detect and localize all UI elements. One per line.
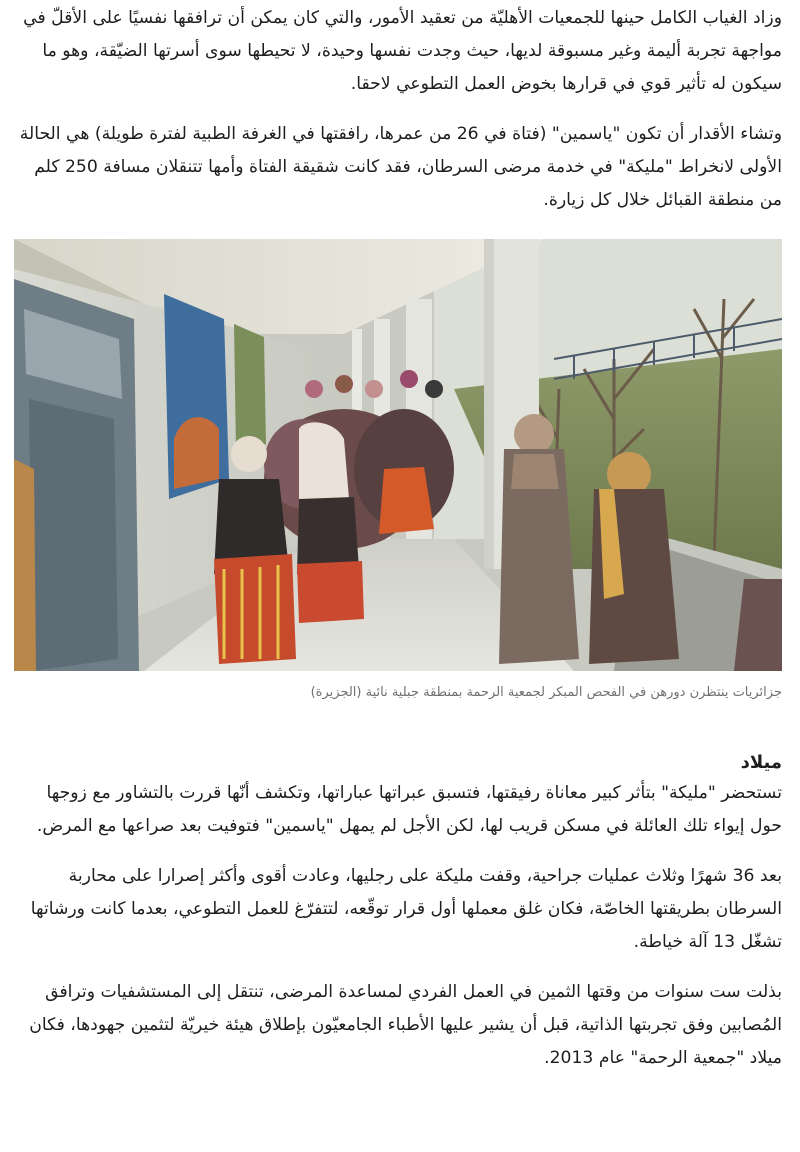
article-photo — [14, 239, 782, 671]
article-paragraph: وزاد الغياب الكامل حينها للجمعيات الأهليّة من تعقيد الأمور، والتي كان يمكن أن ترافقها نفسيًا على الأقلّ في مواجهة تجربة أليمة وغير مسبوقة لديها، حيث وجدت نفسها وحيدة، لا تحيطها سوى أسرتها الضيّقة، وهو ما سيكون له تأثير قوي في قرارها بخوض العمل التطوعي لاحقا. — [23, 8, 782, 94]
article-paragraph: تستحضر "مليكة" بتأثر كبير معاناة رفيقتها، فتسبق عبراتها عباراتها، وتكشف أنّها قررت بالتشاور مع زوجها حول إيواء تلك العائلة في مسكن قريب لها، لكن الأجل لم يمهل "ياسمين" فتوفيت بعد صراعها مع المرض. — [36, 783, 782, 836]
article-paragraph: بذلت ست سنوات من وقتها الثمين في العمل الفردي لمساعدة المرضى، تنتقل إلى المستشفيات وترافق المُصابين وفق تجربتها الذاتية، قبل أن يشير عليها الأطباء الجامعيّون بإطلاق هيئة خيريّة لتثمين جهودها، فكان ميلاد "جمعية الرحمة" عام 2013. — [29, 982, 782, 1068]
article-photo-figure — [18, 239, 782, 703]
article-body — [0, 2, 800, 1075]
photo-caption: جزائريات ينتظرن دورهن في الفحص المبكر لجمعية الرحمة بمنطقة جبلية نائية (الجزيرة) — [310, 685, 782, 700]
article-paragraph: وتشاء الأقدار أن تكون "ياسمين" (فتاة في 26 من عمرها، رافقتها في الغرفة الطبية لفترة طويلة) هي الحالة الأولى لانخراط "مليكة" في خدمة مرضى السرطان، فقد كانت شقيقة الفتاة وأمها تتنقلان مسافة 250 كلم من منطقة القبائل خلال كل زيارة. — [19, 124, 782, 210]
photo-illustration — [14, 239, 782, 671]
section-heading: ميلاد — [740, 752, 782, 773]
article-paragraph: بعد 36 شهرًا وثلاث عمليات جراحية، وقفت مليكة على رجليها، وعادت أقوى وأكثر إصرارا على محاربة السرطان بطريقتها الخاصّة، فكان غلق معملها أول قرار توقّعه، لتتفرّغ للعمل التطوعي، بعدما كانت ورشاتها تشغّل 13 آلة خياطة. — [30, 866, 782, 952]
